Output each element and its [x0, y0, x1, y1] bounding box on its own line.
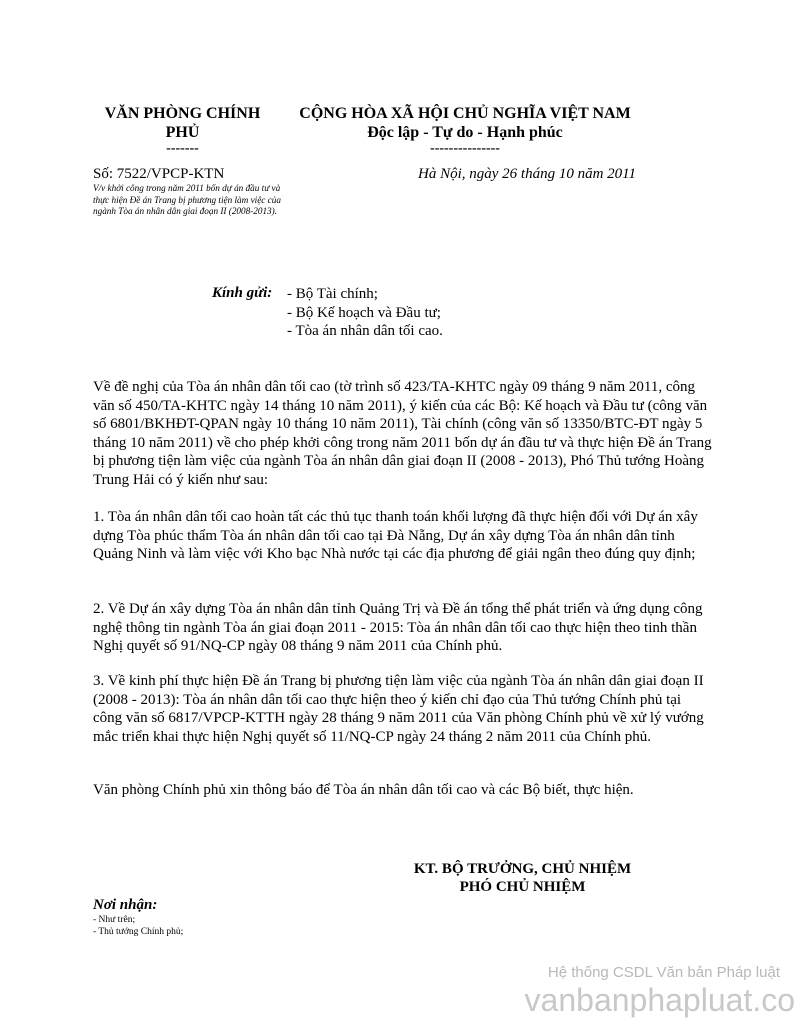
recipients-label: Nơi nhận:: [93, 897, 158, 913]
document-number: Số: 7522/VPCP-KTN: [93, 166, 225, 182]
motto-rule: ---------------: [430, 141, 500, 156]
recipients-list: [93, 914, 183, 938]
body-paragraph-closing: Văn phòng Chính phủ xin thông báo để Tòa án nhân dân tối cao và các Bộ biết, thực hiện.: [93, 782, 634, 798]
watermark-site: vanbanphapluat.co: [524, 982, 795, 1018]
body-paragraph-3: 3. Về kinh phí thực hiện Đề án Trang bị phương tiện làm việc của ngành Tòa án nhân dân giai đoạn II (2008 - 2013): Tòa án nhân dân tối cao thực hiện theo ý kiến chỉ đạo của Thủ tướng Chính phủ tại công văn số 6817/VPCP-KTTH ngày 28 tháng 9 năm 2011 của Văn phòng Chính phủ về xử lý vướng mắc triển khai thực hiện Nghị quyết số 11/NQ-CP ngày 24 tháng 2 năm 2011 của Chính phủ.: [93, 673, 704, 745]
addressee-list: [287, 285, 443, 341]
organization-line-1: VĂN PHÒNG CHÍNH: [104, 105, 261, 122]
watermark-caption: Hệ thống CSDL Văn bản Pháp luật: [547, 964, 780, 981]
organization-rule: -------: [166, 141, 199, 156]
national-title: CỘNG HÒA XÃ HỘI CHỦ NGHĨA VIỆT NAM: [299, 105, 631, 122]
signature-title: KT. BỘ TRƯỞNG, CHỦ NHIỆM: [413, 861, 632, 877]
document-subject: V/v khởi công trong năm 2011 bốn dự án đầu tư và thực hiện Đề án Trang bị phương tiện làm việc của ngành Tòa án nhân dân giai đoạn II (2008-2013).: [93, 183, 281, 216]
addressee-item: - Tòa án nhân dân tối cao.: [287, 323, 443, 339]
addressee-item: - Bộ Kế hoạch và Đầu tư;: [287, 304, 441, 321]
body-paragraph-intro: Về đề nghị của Tòa án nhân dân tối cao (tờ trình số 423/TA-KHTC ngày 09 tháng 9 năm 2011, công văn số 450/TA-KHTC ngày 14 tháng 10 năm 2011), ý kiến của các Bộ: Kế hoạch và Đầu tư (công văn số 6801/BKHĐT-QPAN ngày 10 tháng 10 năm 2011), Tài chính (công văn số 13350/BTC-ĐT ngày 5 tháng 10 năm 2011) về cho phép khởi công trong năm 2011 bốn dự án đầu tư và thực hiện Đề án Trang bị phương tiện làm việc của ngành Tòa án nhân dân giai đoạn II (2008 - 2013), Phó Thủ tướng Hoàng Trung Hải có ý kiến như sau:: [93, 379, 712, 488]
addressee-item: - Bộ Tài chính;: [287, 286, 378, 302]
place-and-date: Hà Nội, ngày 26 tháng 10 năm 2011: [418, 166, 637, 182]
national-motto: Độc lập - Tự do - Hạnh phúc: [367, 124, 563, 141]
organization-line-2: PHỦ: [165, 124, 200, 141]
issuing-organization: [90, 104, 275, 142]
body-paragraph-1: 1. Tòa án nhân dân tối cao hoàn tất các thủ tục thanh toán khối lượng đã thực hiện đối với Dự án xây dựng Tòa phúc thẩm Tòa án nhân dân tối cao tại Đà Nẵng, Dự án xây dựng Tòa án nhân dân tỉnh Quảng Ninh và làm việc với Kho bạc Nhà nước tại các địa phương để giải ngân theo đúng quy định;: [93, 509, 698, 562]
addressee-label: Kính gửi:: [212, 285, 273, 301]
signature-subtitle: PHÓ CHỦ NHIỆM: [459, 879, 586, 895]
recipient-item: - Thủ tướng Chính phủ;: [93, 927, 184, 937]
recipient-item: - Như trên;: [93, 915, 136, 925]
body-paragraph-2: 2. Về Dự án xây dựng Tòa án nhân dân tỉnh Quảng Trị và Đề án tổng thể phát triển và ứng dụng công nghệ thông tin ngành Tòa án giai đoạn 2011 - 2015: Tòa án nhân dân tối cao thực hiện theo tinh thần Nghị quyết số 91/NQ-CP ngày 08 tháng 9 năm 2011 của Chính phủ.: [93, 601, 703, 654]
